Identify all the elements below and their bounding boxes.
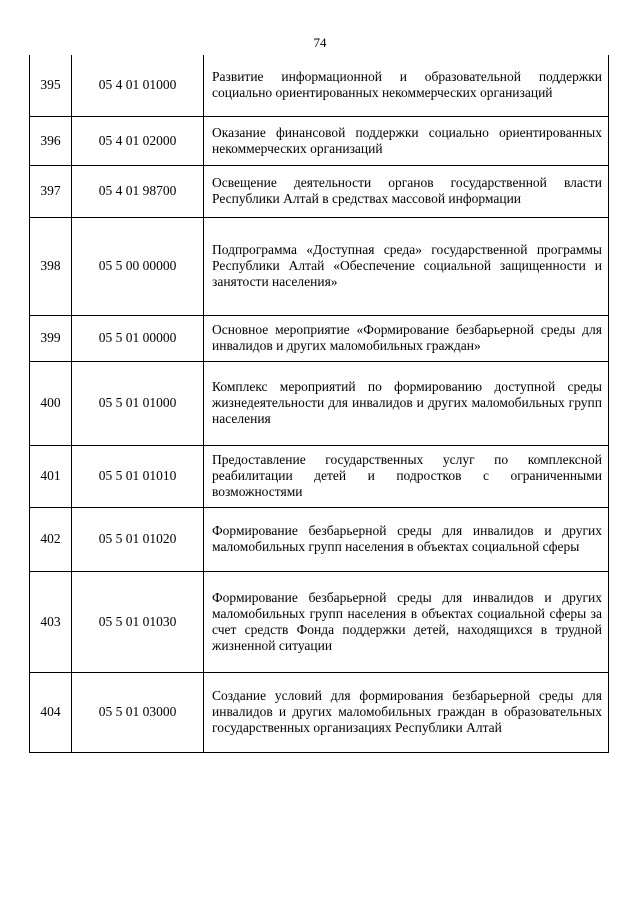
table-row	[30, 55, 609, 116]
row-description-text: Оказание финансовой поддержки социально ориентированных некоммерческих организаций	[212, 124, 602, 156]
row-number: 397	[30, 165, 72, 217]
table-row	[30, 445, 609, 507]
row-description	[204, 217, 609, 315]
row-description	[204, 315, 609, 361]
row-description-text: Подпрограмма «Доступная среда» государственной программы Республики Алтай «Обеспечение социальной защищенности и занятости населения»	[212, 242, 602, 289]
row-code: 05 5 01 01020	[72, 507, 204, 571]
row-code: 05 5 00 00000	[72, 217, 204, 315]
row-code: 05 4 01 98700	[72, 165, 204, 217]
row-description	[204, 116, 609, 165]
row-code: 05 5 01 01030	[72, 571, 204, 672]
row-number: 402	[30, 507, 72, 571]
row-code: 05 5 01 01010	[72, 445, 204, 507]
row-description-text: Создание условий для формирования безбарьерной среды для инвалидов и других маломобильных граждан в образовательных государственных организациях Республики Алтай	[212, 688, 602, 735]
row-number: 401	[30, 445, 72, 507]
row-description	[204, 445, 609, 507]
row-description-text: Формирование безбарьерной среды для инвалидов и других маломобильных групп населения в объектах социальной сферы за счет средств Фонда поддержки детей, находящихся в трудной жизненной ситуации	[212, 589, 602, 653]
row-description-text: Комплекс мероприятий по формированию доступной среды жизнедеятельности для инвалидов и других маломобильных групп населения	[212, 379, 602, 426]
page-number: 74	[313, 35, 327, 50]
row-number: 396	[30, 116, 72, 165]
row-description	[204, 165, 609, 217]
row-code: 05 5 01 00000	[72, 315, 204, 361]
row-code: 05 4 01 01000	[72, 55, 204, 116]
row-number: 398	[30, 217, 72, 315]
row-description-text: Развитие информационной и образовательной поддержки социально ориентированных некоммерческих организаций	[212, 69, 602, 101]
row-number: 399	[30, 315, 72, 361]
row-description	[204, 507, 609, 571]
table-row	[30, 571, 609, 672]
row-description-text: Освещение деятельности органов государственной власти Республики Алтай в средствах массовой информации	[212, 175, 602, 206]
table-row	[30, 672, 609, 752]
row-description-text: Основное мероприятие «Формирование безбарьерной среды для инвалидов и других маломобильных граждан»	[212, 322, 602, 353]
row-description	[204, 361, 609, 445]
row-code: 05 4 01 02000	[72, 116, 204, 165]
row-description	[204, 672, 609, 752]
row-code: 05 5 01 01000	[72, 361, 204, 445]
row-code: 05 5 01 03000	[72, 672, 204, 752]
table-row	[30, 507, 609, 571]
table-row	[30, 361, 609, 445]
row-number: 395	[30, 55, 72, 116]
row-number: 404	[30, 672, 72, 752]
row-number: 400	[30, 361, 72, 445]
row-description	[204, 55, 609, 116]
row-number: 403	[30, 571, 72, 672]
table-row	[30, 165, 609, 217]
row-description-text: Предоставление государственных услуг по комплексной реабилитации детей и подростков с ограниченными возможностями	[212, 452, 602, 499]
row-description-text: Формирование безбарьерной среды для инвалидов и других маломобильных групп населения в объектах социальной сферы	[212, 523, 602, 554]
table-row	[30, 315, 609, 361]
row-description	[204, 571, 609, 672]
table-row	[30, 116, 609, 165]
table-row	[30, 217, 609, 315]
budget-code-table	[29, 55, 609, 753]
